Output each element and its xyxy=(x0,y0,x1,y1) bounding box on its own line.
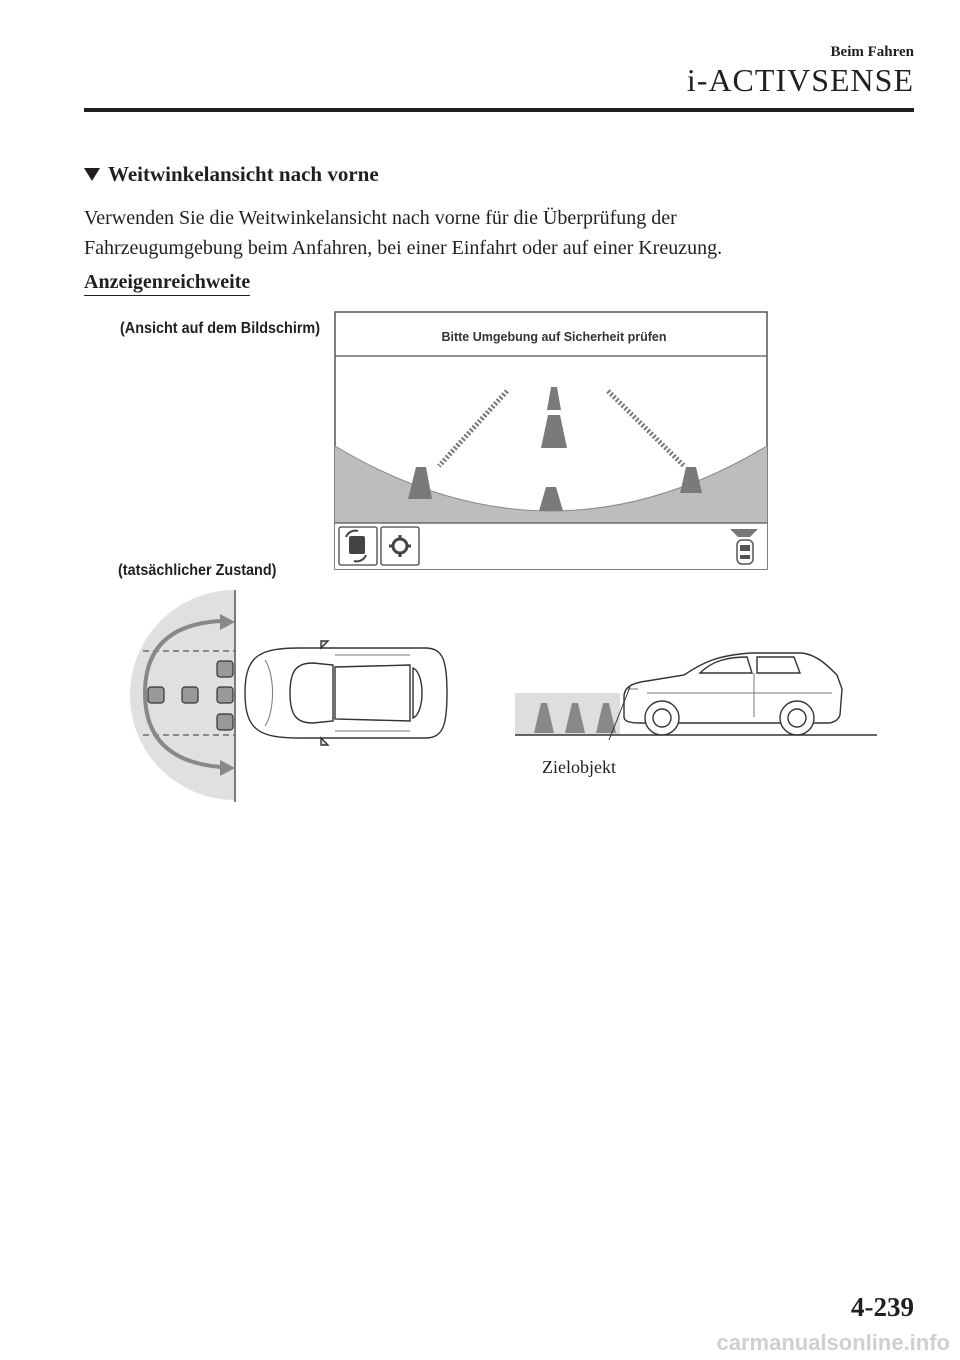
page-number: 4-239 xyxy=(851,1292,914,1322)
target-object-label: Zielobjekt xyxy=(542,757,616,777)
subheading: Anzeigenreichweite xyxy=(84,271,250,296)
running-header-chapter: i-ACTIVSENSE xyxy=(686,62,914,98)
body-line-1: Verwenden Sie die Weitwinkelansicht nach vorne für die Überprüfung der xyxy=(84,207,677,229)
side-view-illustration xyxy=(512,645,882,745)
settings-button xyxy=(381,527,419,565)
running-header-section: Beim Fahren xyxy=(830,44,914,60)
top-view-illustration xyxy=(125,585,465,810)
screen-message: Bitte Umgebung auf Sicherheit prüfen xyxy=(441,330,667,344)
triangle-down-icon xyxy=(84,168,100,181)
section-heading xyxy=(84,162,379,187)
caption-actual-condition: (tatsächlicher Zustand) xyxy=(118,562,277,579)
header-rule xyxy=(84,108,914,112)
body-paragraph xyxy=(84,203,914,263)
body-line-2: Fahrzeugumgebung beim Anfahren, bei einer Einfahrt oder auf einer Kreuzung. xyxy=(84,237,723,259)
screen-view-illustration xyxy=(334,311,768,571)
caption-screen-view: (Ansicht auf dem Bildschirm) xyxy=(120,320,321,337)
watermark: carmanualsonline.info xyxy=(716,1330,950,1355)
section-heading-text: Weitwinkelansicht nach vorne xyxy=(108,162,379,186)
